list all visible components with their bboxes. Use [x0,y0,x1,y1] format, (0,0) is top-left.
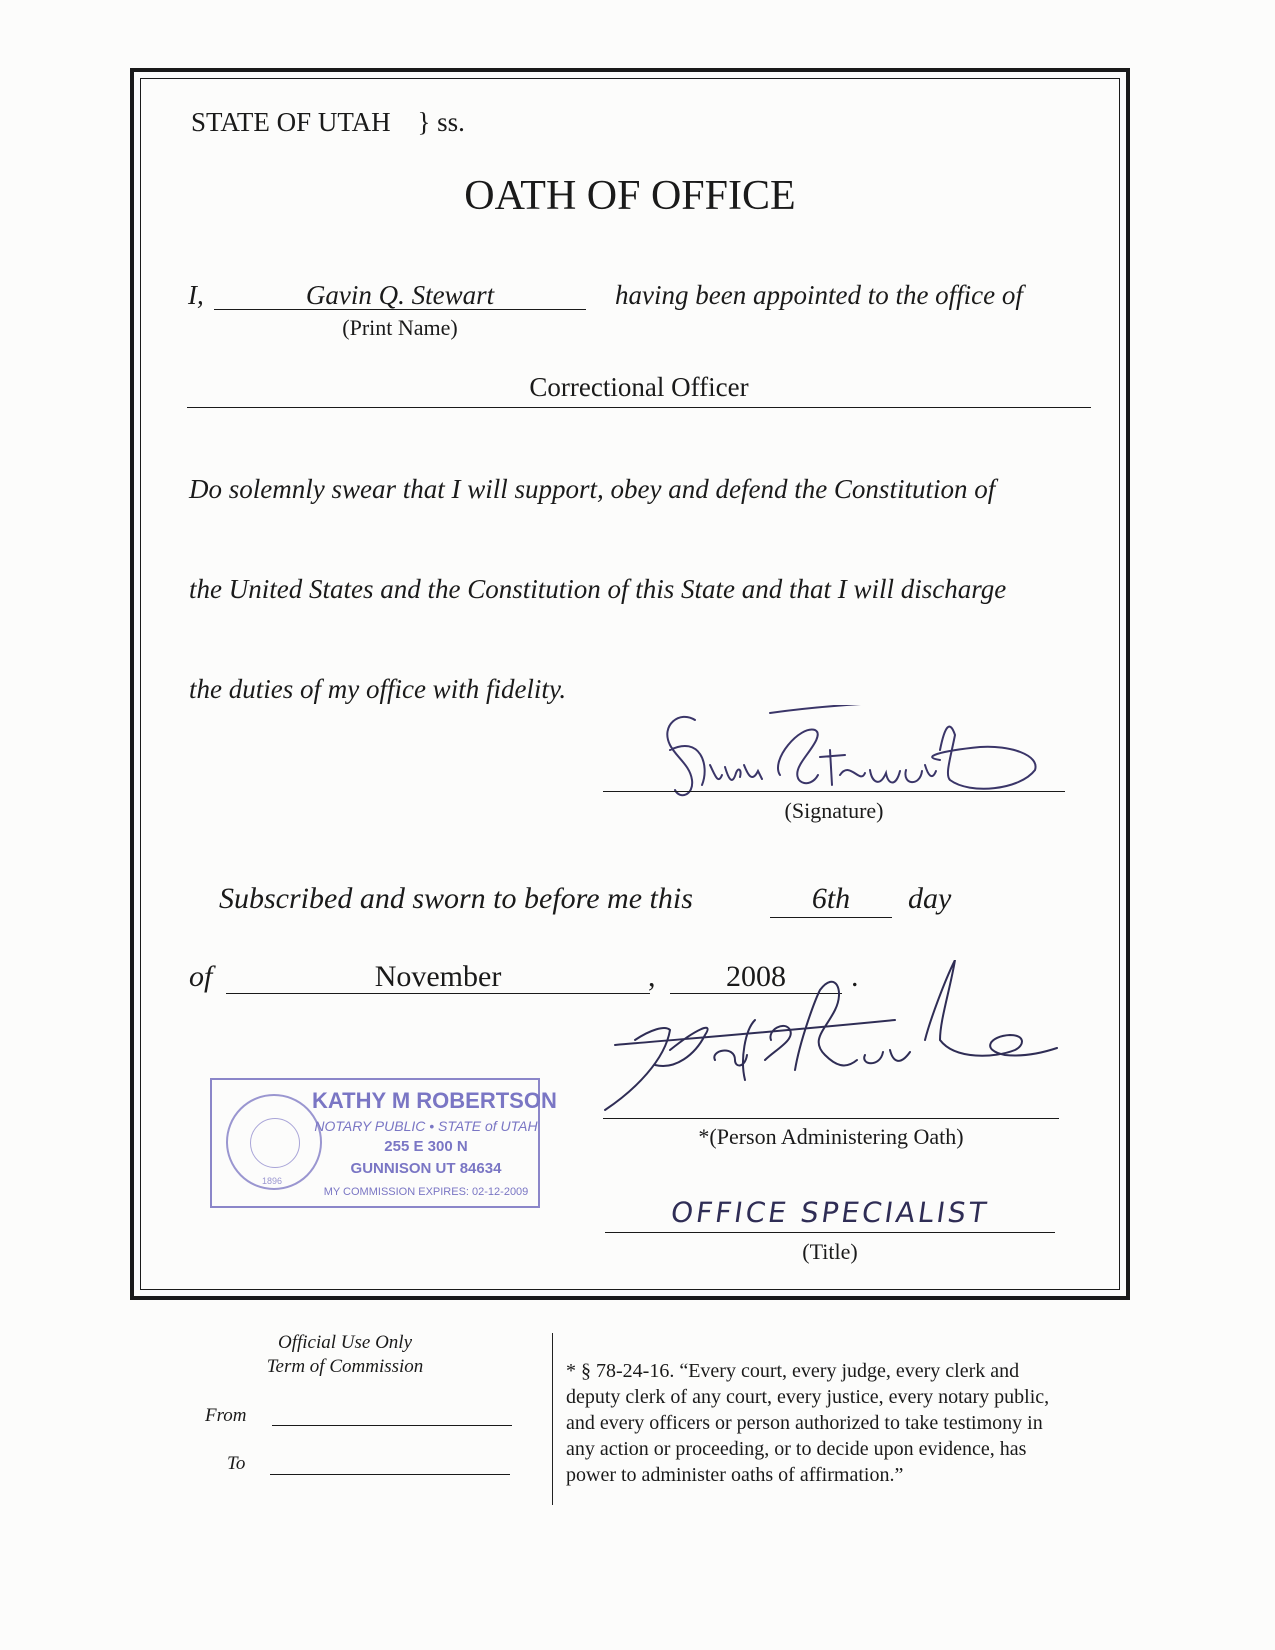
oath-line-3: the duties of my office with fidelity. [189,674,567,704]
day-value: 6th [811,882,851,915]
stamp-name: KATHY M ROBERTSON [312,1088,557,1113]
month-value: November [374,960,502,993]
month-underline [226,993,650,994]
footer-divider [552,1333,553,1505]
oath-taker-signature [640,705,1070,810]
from-label: From [205,1405,247,1426]
administrator-caption: *(Person Administering Oath) [698,1124,964,1149]
appointed-text: having been appointed to the office of [615,280,1023,310]
official-use-label: Official Use Only [277,1332,413,1353]
printed-name: Gavin Q. Stewart [305,280,495,310]
statute-line-5: power to administer oaths of affirmation.” [566,1464,904,1486]
from-field[interactable] [272,1425,512,1426]
statute-line-1: * § 78-24-16. “Every court, every judge, every clerk and [566,1360,1020,1382]
oath-line-1: Do solemnly swear that I will support, obey and defend the Constitution of [189,474,996,504]
term-of-commission-label: Term of Commission [266,1356,424,1377]
statute-line-4: any action or proceeding, or to decide upon evidence, has [566,1438,1027,1460]
day-word: day [908,882,952,915]
title-line [605,1232,1055,1233]
stamp-city: GUNNISON UT 84634 [350,1160,502,1177]
date-comma: , [648,960,656,993]
to-label: To [227,1453,246,1474]
day-underline [770,917,892,918]
notary-stamp [210,1078,557,1208]
statute-line-3: and every officers or person authorized to take testimony in [566,1412,1043,1434]
title-caption: (Title) [802,1239,858,1264]
office-value: Correctional Officer [529,372,749,402]
ss-mark: } ss. [417,107,465,137]
to-field[interactable] [270,1474,510,1475]
i-prefix: I, [188,280,204,310]
administrator-title: OFFICE SPECIALIST [668,1196,992,1229]
state-seal-icon [226,1094,322,1190]
print-name-caption: (Print Name) [342,315,458,340]
signature-caption: (Signature) [784,798,884,823]
administrator-line [603,1118,1059,1119]
oath-line-2: the United States and the Constitution of this State and that I will discharge [189,574,1007,604]
stamp-notary-line: NOTARY PUBLIC • STATE of UTAH [314,1118,538,1134]
of-word: of [189,960,213,993]
signature-line [603,791,1065,792]
document-title: OATH OF OFFICE [464,173,796,219]
state-name: STATE OF UTAH [191,107,391,137]
stamp-address: 255 E 300 N [384,1138,468,1155]
state-heading [191,107,465,138]
seal-year: 1896 [262,1176,283,1186]
year-value: 2008 [726,960,786,993]
office-underline [187,407,1091,408]
sworn-text: Subscribed and sworn to before me this [219,882,693,915]
stamp-expires: MY COMMISSION EXPIRES: 02-12-2009 [323,1186,529,1198]
date-period: . [851,960,859,993]
name-underline [214,309,586,310]
statute-line-2: deputy clerk of any court, every justice, every notary public, [566,1386,1050,1408]
administrator-signature [595,960,1075,1120]
